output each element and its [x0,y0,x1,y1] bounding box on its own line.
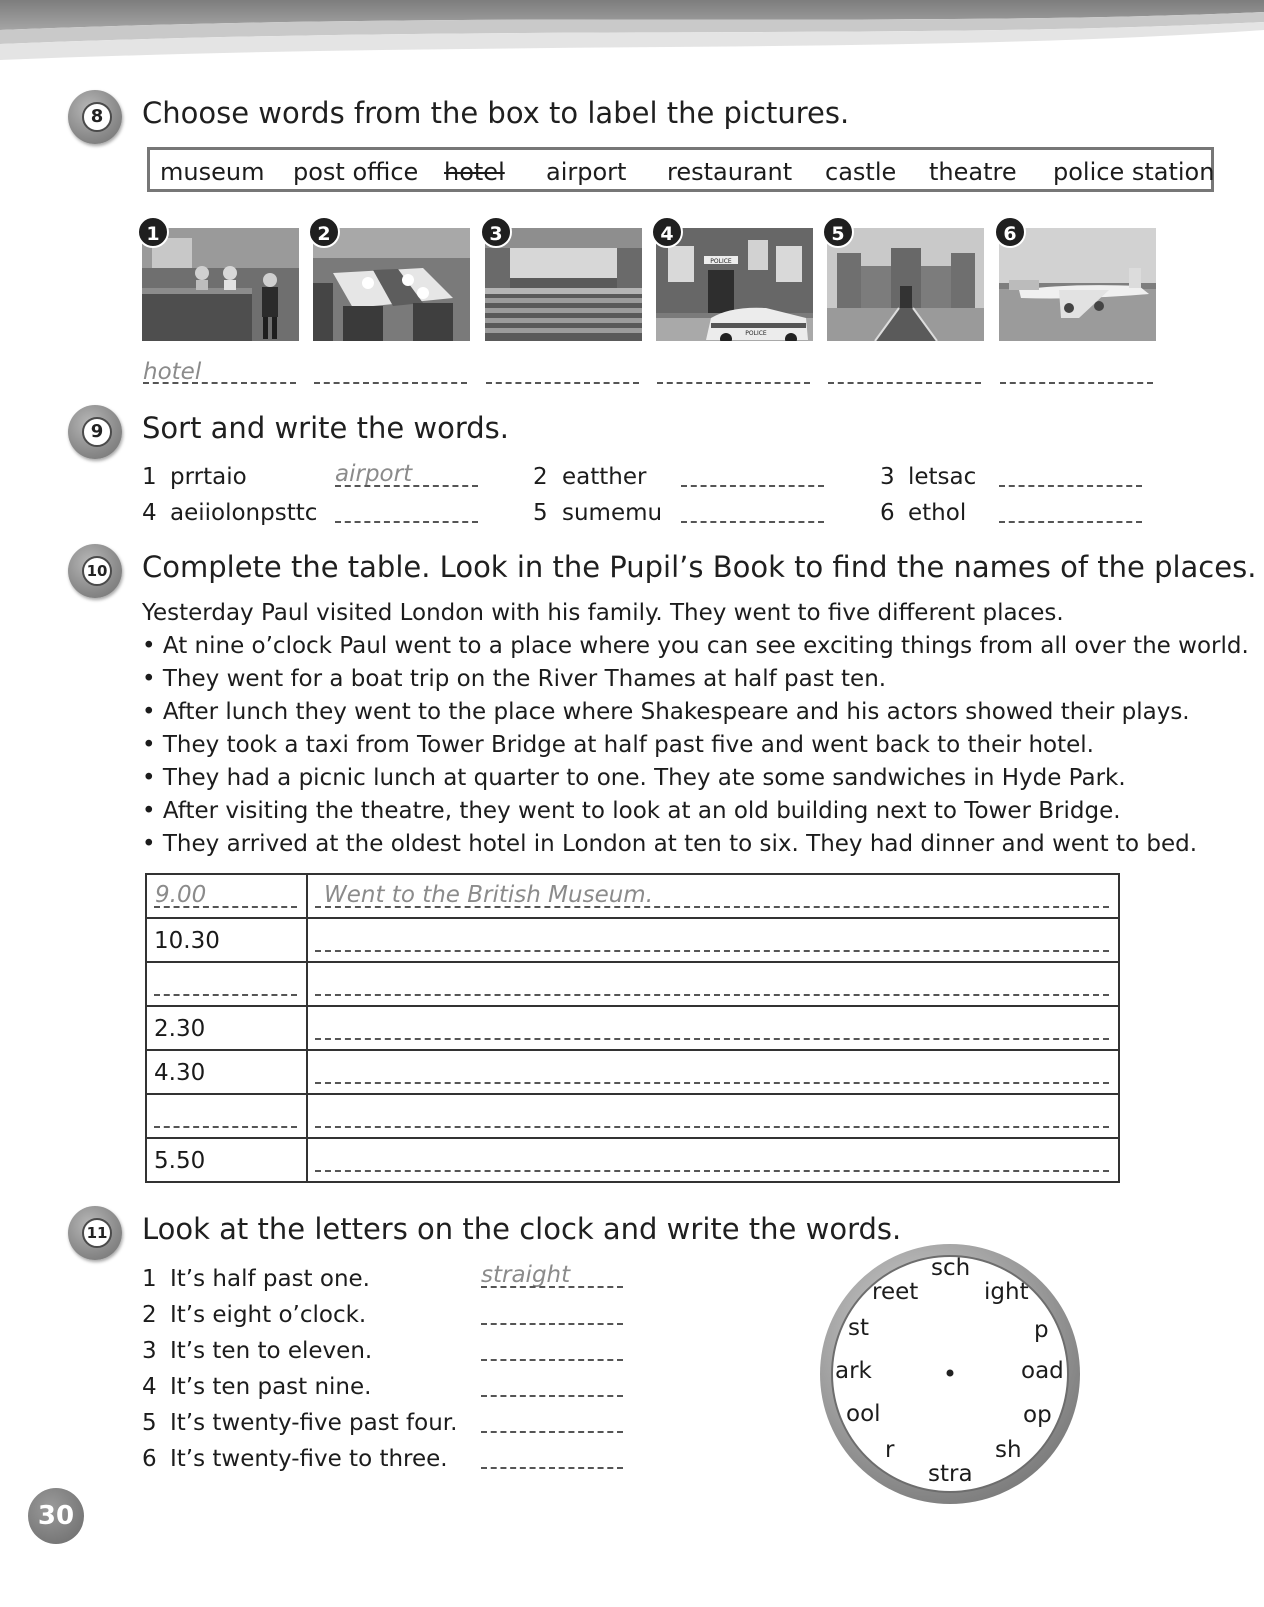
clock-label-stra: stra [928,1461,973,1487]
clock-item-1-number: 1 [142,1266,157,1292]
clock-label-oad: oad [1021,1358,1064,1384]
clock-label-p: p [1034,1317,1049,1343]
police-car-text: POLICE [745,330,767,337]
item-1-number: 1 [142,464,157,490]
exercise-11-title: Look at the letters on the clock and write the words. [142,1212,902,1246]
item-1-answer-line[interactable] [335,485,478,487]
clock-item-2-answer-line[interactable] [481,1323,623,1325]
table-row [146,962,1119,1006]
exercise-8-title: Choose words from the box to label the pictures. [142,96,850,130]
item-6-word: ethol [908,500,967,526]
clock-item-4-number: 4 [142,1374,157,1400]
picture-6-airport [999,228,1156,341]
story-bullet-3: • After lunch they went to the place where Shakespeare and his actors showed their plays. [142,699,1190,725]
time-value-handwritten: 9.00 [155,882,207,908]
clock-label-op: op [1023,1402,1052,1428]
picture-2-restaurant [313,228,470,341]
item-2-word: eatther [562,464,647,490]
time-cell [146,1050,307,1094]
exercise-10-title: Complete the table. Look in the Pupil’s Book to find the names of the places. [142,550,1257,584]
exercise-8-number: 8 [82,102,112,132]
top-banner [0,0,1264,70]
item-5-number: 5 [533,500,548,526]
activity-cell[interactable] [307,874,1119,918]
clock-item-4-text: It’s ten past nine. [170,1374,372,1400]
activity-line [315,1038,1109,1040]
table-row [146,1094,1119,1138]
table-row [146,1050,1119,1094]
activity-line [315,906,1109,908]
word-hotel-crossed: hotel [444,158,505,186]
picture-5-answer-line[interactable] [828,382,981,384]
table-row [146,1006,1119,1050]
activity-line [315,994,1109,996]
time-line [154,906,297,908]
clock-item-4-answer-line[interactable] [481,1395,623,1397]
timetable [145,873,1120,1183]
clock-label-sch: sch [931,1255,971,1281]
activity-cell[interactable] [307,918,1119,962]
exercise-8-badge [68,90,122,144]
time-line [154,1126,297,1128]
item-4-word: aeiiolonpsttc [170,500,318,526]
item-6-answer-line[interactable] [999,521,1142,523]
time-cell [146,918,307,962]
exercise-9-title: Sort and write the words. [142,411,509,445]
picture-3-theatre [485,228,642,341]
picture-4-answer-line[interactable] [657,382,810,384]
story-bullet-4: • They took a taxi from Tower Bridge at half past five and went back to their hotel. [142,732,1094,758]
activity-value-handwritten: Went to the British Museum. [324,882,654,908]
picture-6-answer-line[interactable] [1000,382,1153,384]
picture-3-answer-line[interactable] [486,382,639,384]
time-line [154,994,297,996]
clock-item-2-text: It’s eight o’clock. [170,1302,367,1328]
clock-label-sh: sh [995,1437,1022,1463]
story-intro: Yesterday Paul visited London with his family. They went to five different places. [142,600,1064,626]
time-value: 5.50 [154,1148,206,1174]
table-row [146,1138,1119,1182]
exercise-11-number: 11 [82,1218,112,1248]
item-5-word: sumemu [562,500,663,526]
time-value: 4.30 [154,1060,206,1086]
word-museum: museum [160,158,265,186]
word-airport: airport [546,158,627,186]
picture-5-castle [827,228,984,341]
word-police-station: police station [1053,158,1215,186]
item-5-answer-line[interactable] [681,521,824,523]
exercise-11-badge [68,1206,122,1260]
item-3-number: 3 [880,464,895,490]
exercise-10-badge [68,544,122,598]
picture-1-answer-line[interactable] [143,382,296,384]
time-cell[interactable] [146,1094,307,1138]
time-value: 10.30 [154,928,220,954]
clock-label-st: st [848,1315,870,1341]
police-sign-text: POLICE [710,258,732,265]
exercise-9-badge [68,405,122,459]
activity-cell[interactable] [307,1094,1119,1138]
item-4-number: 4 [142,500,157,526]
clock-label-ight: ight [984,1279,1029,1305]
picture-2-answer-line[interactable] [314,382,467,384]
clock-item-5-answer-line[interactable] [481,1431,623,1433]
time-cell[interactable] [146,874,307,918]
picture-1-number: 1 [137,216,169,248]
activity-line [315,950,1109,952]
exercise-10-number: 10 [82,556,112,586]
word-post-office: post office [293,158,419,186]
exercise-9-number: 9 [82,417,112,447]
story-bullet-2: • They went for a boat trip on the River Thames at half past ten. [142,666,887,692]
activity-cell[interactable] [307,1006,1119,1050]
activity-line [315,1126,1109,1128]
clock-item-1-answer: straight [481,1262,571,1288]
picture-1-answer: hotel [143,359,202,385]
time-cell[interactable] [146,962,307,1006]
picture-4-police-station [656,228,813,341]
picture-2-number: 2 [308,216,340,248]
table-row [146,874,1119,918]
item-1-word: prrtaio [170,464,247,490]
clock-item-6-answer-line[interactable] [481,1467,623,1469]
clock-item-3-text: It’s ten to eleven. [170,1338,373,1364]
item-3-answer-line[interactable] [999,485,1142,487]
clock-label-ark: ark [835,1358,872,1384]
clock-item-1-text: It’s half past one. [170,1266,370,1292]
clock-label-reet: reet [872,1279,919,1305]
time-cell [146,1006,307,1050]
clock-center-dot [947,1370,954,1377]
picture-5-number: 5 [822,216,854,248]
item-2-answer-line[interactable] [681,485,824,487]
item-2-number: 2 [533,464,548,490]
word-box [147,147,1214,192]
item-4-answer-line[interactable] [335,521,478,523]
clock-item-3-number: 3 [142,1338,157,1364]
time-cell [146,1138,307,1182]
activity-cell[interactable] [307,1138,1119,1182]
clock-item-5-text: It’s twenty-five past four. [170,1410,458,1436]
activity-cell[interactable] [307,1050,1119,1094]
clock-item-2-number: 2 [142,1302,157,1328]
clock-label-ool: ool [846,1401,881,1427]
word-theatre: theatre [929,158,1017,186]
table-row [146,918,1119,962]
clock-item-6-text: It’s twenty-five to three. [170,1446,448,1472]
picture-1-hotel-reception [142,228,299,341]
story-bullet-6: • After visiting the theatre, they went to look at an old building next to Tower Bridge. [142,798,1121,824]
page-number: 30 [28,1488,84,1544]
clock-item-1-answer-line[interactable] [481,1286,623,1288]
time-value: 2.30 [154,1016,206,1042]
picture-6-number: 6 [994,216,1026,248]
item-3-word: letsac [908,464,977,490]
clock-item-5-number: 5 [142,1410,157,1436]
activity-line [315,1082,1109,1084]
picture-3-number: 3 [480,216,512,248]
story-bullet-5: • They had a picnic lunch at quarter to one. They ate some sandwiches in Hyde Park. [142,765,1126,791]
word-castle: castle [825,158,897,186]
story-bullet-1: • At nine o’clock Paul went to a place where you can see exciting things from all over the world. [142,633,1249,659]
clock-item-3-answer-line[interactable] [481,1359,623,1361]
activity-line [315,1170,1109,1172]
item-1-answer: airport [335,461,413,487]
picture-4-number: 4 [651,216,683,248]
story-bullet-7: • They arrived at the oldest hotel in London at ten to six. They had dinner and went to bed. [142,831,1198,857]
clock-label-r: r [885,1437,895,1463]
activity-cell[interactable] [307,962,1119,1006]
word-restaurant: restaurant [667,158,793,186]
clock-item-6-number: 6 [142,1446,157,1472]
item-6-number: 6 [880,500,895,526]
